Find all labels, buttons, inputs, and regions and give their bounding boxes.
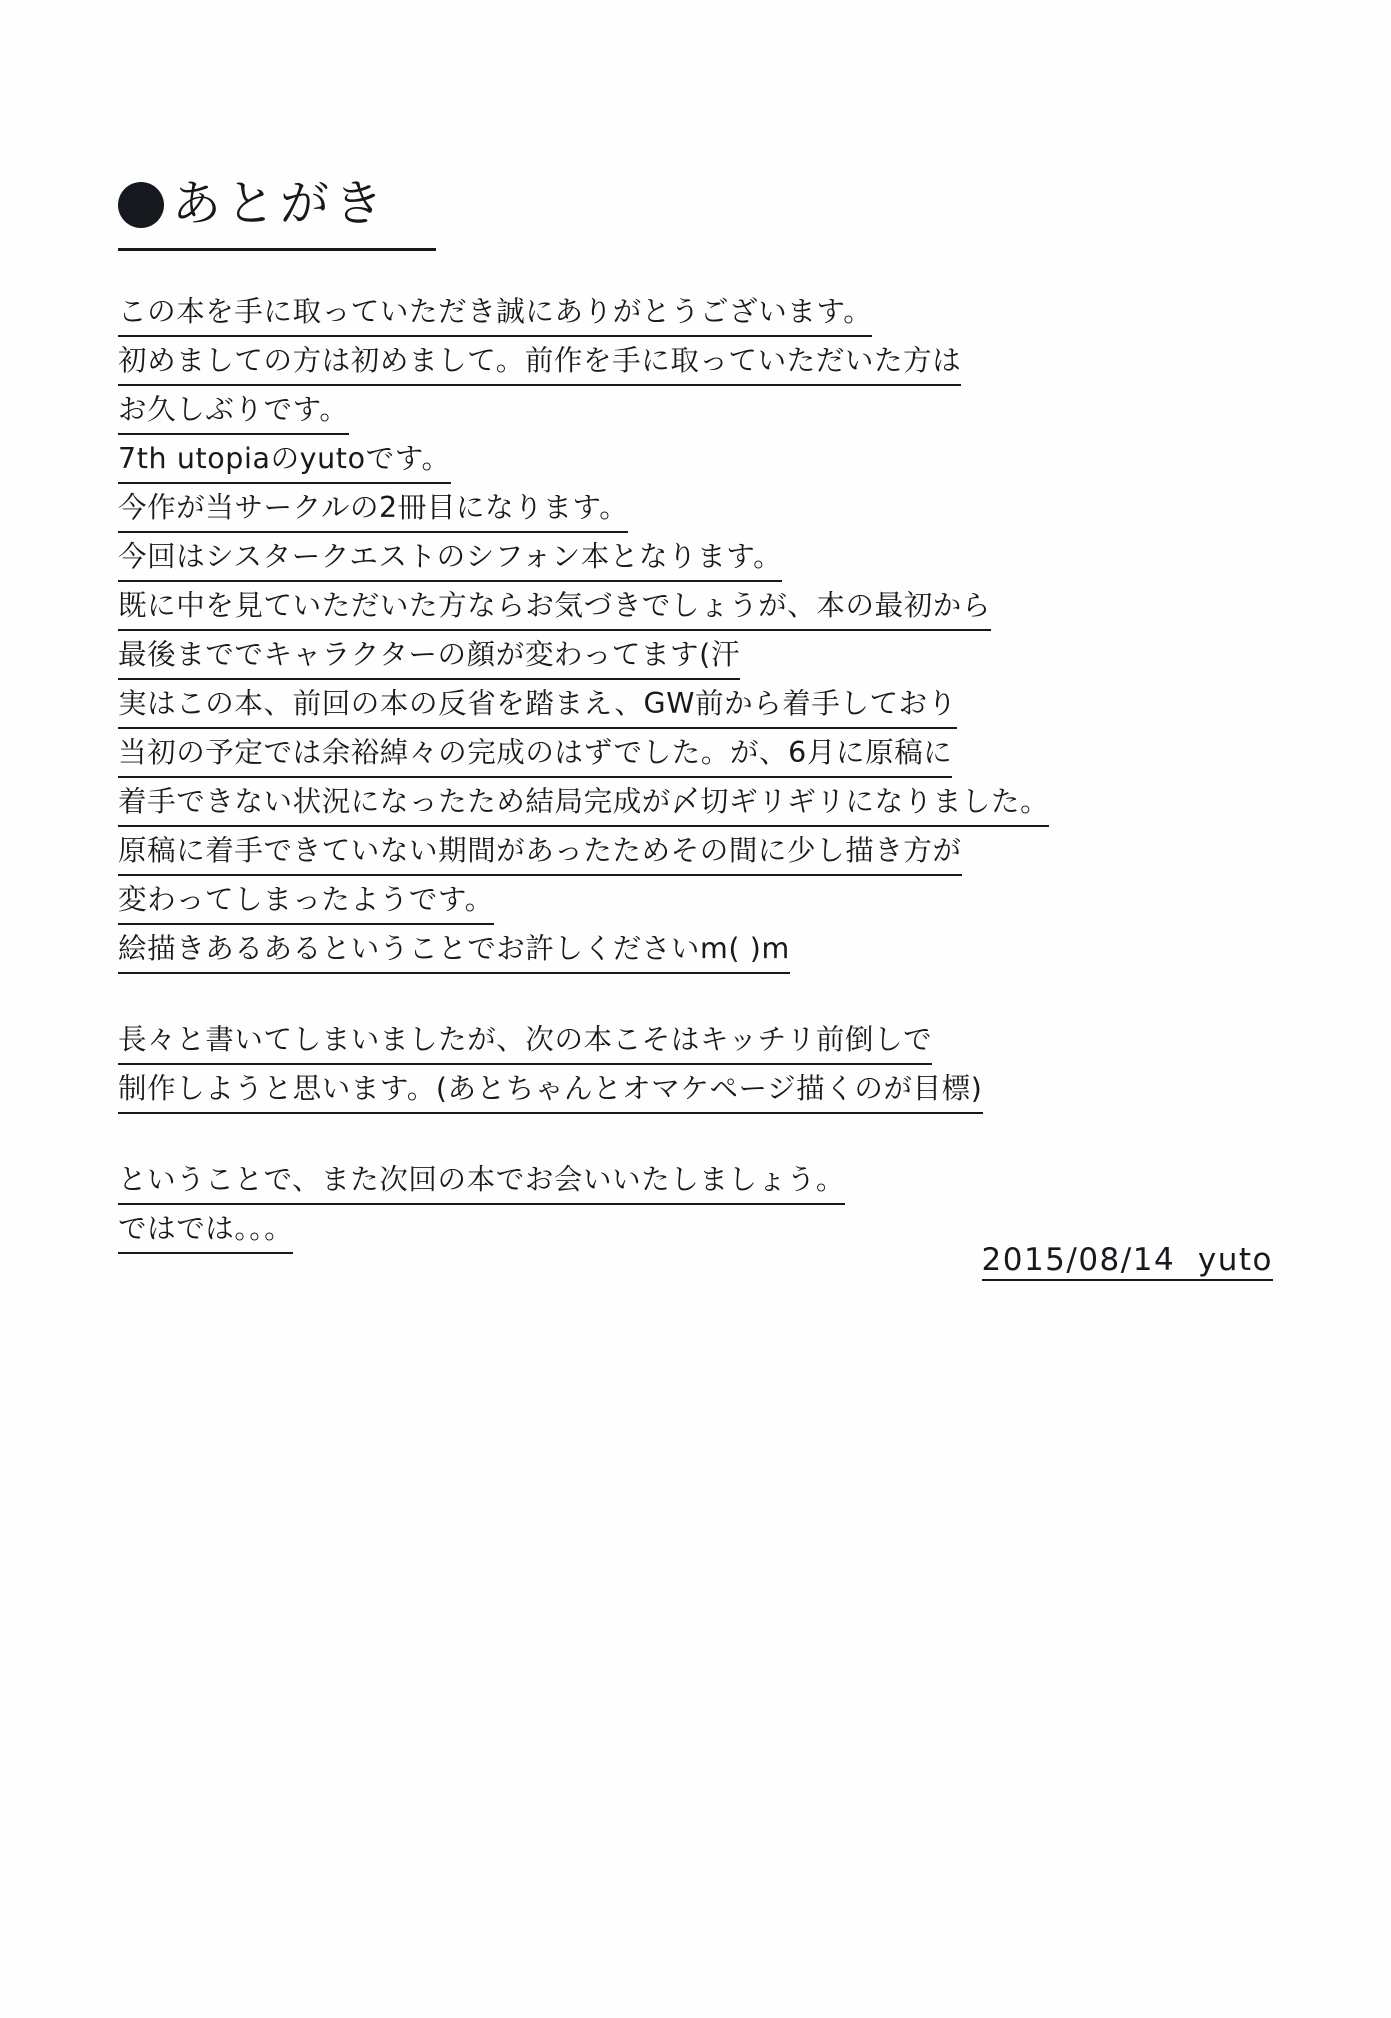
signature: 2015/08/14 yuto [982,1242,1274,1281]
paragraph-gap [118,976,1268,1018]
paragraph-1 [118,290,1268,974]
paragraph-gap [118,1116,1268,1158]
paragraph-3 [118,1158,1268,1254]
body-line: 初めましての方は初めまして。前作を手に取っていただいた方は [118,339,961,386]
title-underline [118,248,436,251]
afterword-body [118,290,1268,1256]
body-line: 変わってしまったようです。 [118,878,494,925]
body-line: この本を手に取っていただき誠にありがとうございます。 [118,290,872,337]
paragraph-2 [118,1018,1268,1114]
body-line: 制作しようと思います。(あとちゃんとオマケページ描くのが目標) [118,1067,983,1114]
body-line: 既に中を見ていただいた方ならお気づきでしょうが、本の最初から [118,584,991,631]
body-line: 最後まででキャラクターの顔が変わってます(汗 [118,633,740,680]
page-title-text: あとがき [172,174,389,232]
filled-circle-icon [118,182,164,228]
body-line: 今作が当サークルの2冊目になります。 [118,486,628,533]
body-line: ではでは。。。 [118,1207,293,1254]
body-line: 着手できない状況になったため結局完成が〆切ギリギリになりました。 [118,780,1049,827]
body-line: 原稿に着手できていない期間があったためその間に少し描き方が [118,829,962,876]
body-line: 7th utopiaのyutoです。 [118,437,451,484]
body-line: 実はこの本、前回の本の反省を踏まえ、GW前から着手しており [118,682,957,729]
body-line: 長々と書いてしまいましたが、次の本こそはキッチリ前倒しで [118,1018,932,1065]
body-line: お久しぶりです。 [118,388,349,435]
body-line: ということで、また次回の本でお会いいたしましょう。 [118,1158,845,1205]
body-line: 絵描きあるあるということでお許しくださいm( )m [118,927,790,974]
body-line: 当初の予定では余裕綽々の完成のはずでした。が、6月に原稿に [118,731,952,778]
body-line: 今回はシスタークエストのシフォン本となります。 [118,535,782,582]
page-title [118,174,389,232]
